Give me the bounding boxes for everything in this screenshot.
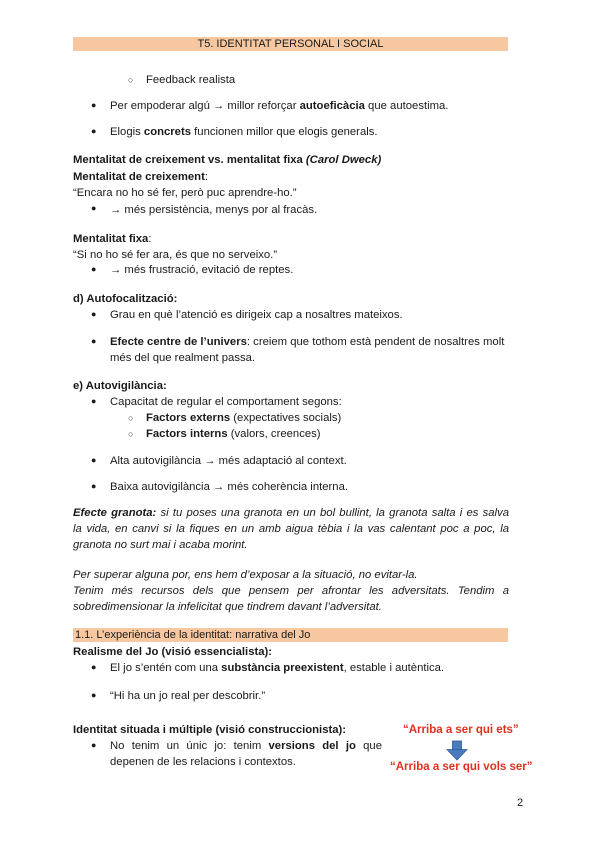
bullet-icon: ● <box>91 100 97 110</box>
list-item <box>110 125 378 139</box>
text: , estable i autèntica. <box>343 662 445 674</box>
sub-list-item <box>128 427 321 441</box>
paragraph-line <box>73 505 509 521</box>
header-bar <box>73 37 508 51</box>
section-heading <box>73 645 272 659</box>
list-item: → més persistència, menys por al fracàs. <box>110 204 318 216</box>
list-item: “Hi ha un jo real per descobrir.” <box>110 690 266 702</box>
text: El jo s’entén com una <box>110 662 222 674</box>
bold-text: versions del jo <box>268 740 356 752</box>
hollow-bullet-icon: ○ <box>128 413 134 423</box>
granota-paragraph <box>73 505 509 553</box>
por-paragraph <box>73 567 509 615</box>
section-heading <box>73 723 346 737</box>
list-item-text: Feedback realista <box>146 74 236 86</box>
bullet-icon: ● <box>91 662 97 672</box>
paragraph-line: la vida, en canvi si la fiques en un amb aigua tèbia i la vas calentant poc a poc, la <box>73 523 509 535</box>
text: funcionen millor que elogis generals. <box>191 126 378 138</box>
list-item-continuation: més del que realment passa. <box>110 352 256 364</box>
subheading-text: Mentalitat de creixement <box>73 171 205 183</box>
annotation-bottom: “Arriba a ser qui vols ser” <box>390 761 533 773</box>
annotation-top: “Arriba a ser qui ets” <box>403 724 519 736</box>
hollow-bullet-icon: ○ <box>128 429 134 439</box>
list-item-continuation: depenen de les relacions i contextos. <box>110 756 296 768</box>
text: : creiem que tothom està pendent de nosaltres molt <box>246 336 505 348</box>
bullet-icon: ● <box>91 690 97 700</box>
list-item: → més frustració, evitació de reptes. <box>110 264 294 276</box>
section-heading <box>73 292 177 306</box>
list-item: Baixa autovigilància → més coherència interna. <box>110 481 348 493</box>
section-heading <box>73 153 381 167</box>
subheading <box>73 170 208 184</box>
page-number: 2 <box>517 797 524 809</box>
page-header-title: T5. IDENTITAT PERSONAL I SOCIAL <box>197 38 384 50</box>
bullet-icon: ● <box>91 203 97 213</box>
section-heading <box>73 379 167 393</box>
text: si tu poses una granota en un bol bullint, la granota salta i es salva <box>156 507 509 519</box>
quote: “Encara no ho sé fer, però puc aprendre-ho.” <box>73 187 297 199</box>
list-item <box>128 73 235 87</box>
text: Per empoderar algú → millor reforçar <box>110 100 300 112</box>
subheading <box>73 232 151 246</box>
text: (expectatives socials) <box>230 412 342 424</box>
bullet-icon: ● <box>91 126 97 136</box>
text: No tenim un únic jo: tenim <box>110 740 269 752</box>
subheading-text: Mentalitat fixa <box>73 233 149 245</box>
bullet-icon: ● <box>91 309 97 319</box>
paragraph-line: Per superar alguna por, ens hem d’exposar a la situació, no evitar-la. <box>73 569 418 581</box>
bullet-icon: ● <box>91 396 97 406</box>
bold-text: concrets <box>143 126 192 138</box>
paragraph-line: granota no surt mai i acaba morint. <box>73 539 248 551</box>
text: Elogis <box>110 126 144 138</box>
heading-author: (Carol Dweck) <box>305 154 382 166</box>
bold-text: Efecte centre de l’univers <box>110 336 247 348</box>
section-bar <box>73 628 508 642</box>
text: que <box>355 740 382 752</box>
heading-text: Identitat situada i múltiple (visió construccionista): <box>73 724 347 736</box>
list-item: Capacitat de regular el comportament segons: <box>110 396 342 408</box>
down-arrow-icon <box>447 741 467 761</box>
heading-text: Realisme del Jo (visió essencialista): <box>73 646 273 658</box>
list-item <box>110 661 444 675</box>
bullet-icon: ● <box>91 455 97 465</box>
colon: : <box>204 171 208 183</box>
heading-text: d) Autofocalització: <box>73 293 178 305</box>
text: (valors, creences) <box>227 428 321 440</box>
paragraph-line: sobredimensionar la infelicitat que tindrem davant l’adversitat. <box>73 601 382 613</box>
colon: : <box>148 233 152 245</box>
hollow-bullet-icon: ○ <box>128 75 134 85</box>
text: que autoestima. <box>364 100 449 112</box>
bullet-icon: ● <box>91 336 97 346</box>
paragraph-line: Tenim més recursos dels que pensem per afrontar les adversitats. Tendim a <box>73 585 509 597</box>
list-item: Grau en què l’atenció es dirigeix cap a nosaltres mateixos. <box>110 309 403 321</box>
bullet-icon: ● <box>91 481 97 491</box>
bold-label: Efecte granota: <box>73 507 157 519</box>
bold-text: Factors interns <box>146 428 228 440</box>
bullet-icon: ● <box>91 264 97 274</box>
list-item <box>110 99 448 113</box>
bold-text: substància preexistent <box>221 662 344 674</box>
list-item <box>110 739 382 753</box>
bold-text: Factors externs <box>146 412 231 424</box>
bold-text: autoeficàcia <box>299 100 365 112</box>
heading-text: e) Autovigilància: <box>73 380 167 392</box>
bullet-icon: ● <box>91 740 97 750</box>
section-title: 1.1. L’experiència de la identitat: narrativa del Jo <box>75 629 311 641</box>
sub-list-item <box>128 411 341 425</box>
quote: “Si no ho sé fer ara, és que no serveixo.” <box>73 249 278 261</box>
list-item <box>110 335 504 349</box>
heading-text: Mentalitat de creixement vs. mentalitat fixa <box>73 154 306 166</box>
list-item: Alta autovigilància → més adaptació al context. <box>110 455 347 467</box>
